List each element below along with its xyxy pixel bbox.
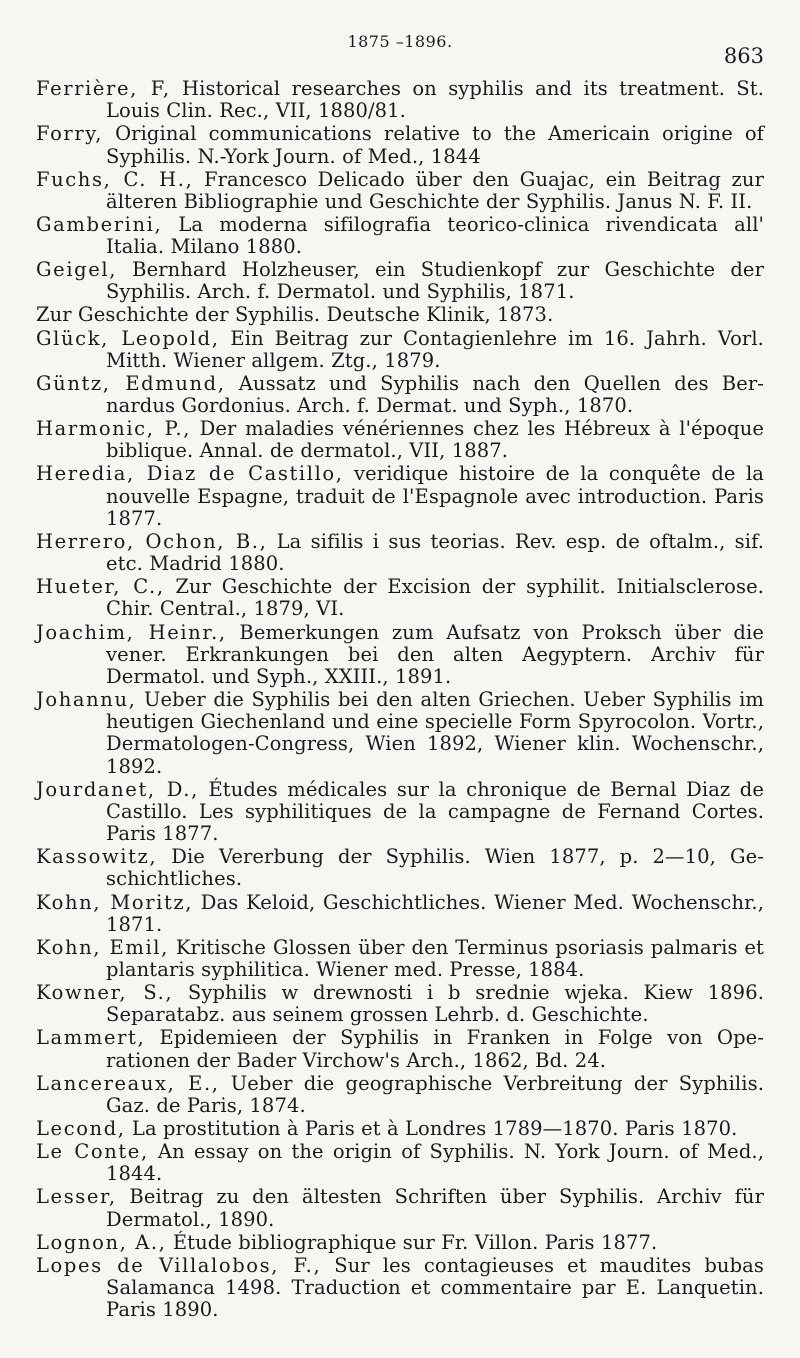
entry-text: Aussatz und Syphilis nach den Quellen des Ber- — [225, 371, 764, 395]
entry-author: Kowner, S., — [36, 981, 174, 1005]
entry-text: 1871. — [106, 912, 163, 936]
entry-text: Ein Beitrag zur Contagienlehre im 16. Jahrh. Vorl. — [219, 326, 764, 350]
entry-text: Étude bibliographique sur Fr. Villon. Paris 1877. — [166, 1230, 658, 1254]
entry-text: Das Keloid, Geschichtliches. Wiener Med. Wochenschr., — [193, 890, 764, 914]
entry-text: Epidemieen der Syphilis in Franken in Folge von Ope- — [145, 1026, 764, 1050]
entry-text: Der maladies vénériennes chez les Hébreux à l'époque — [191, 417, 765, 441]
entry-text: Paris 1877. — [106, 484, 765, 530]
bibliography-entry — [36, 892, 764, 936]
entry-author: Lognon, A., — [36, 1230, 167, 1254]
entry-author: Heredia, Diaz de Castillo, — [36, 462, 344, 486]
entry-author: Jourdanet, D., — [36, 777, 199, 801]
entry-text: Dermatol., 1890. — [106, 1207, 275, 1231]
bibliography-entry — [36, 123, 764, 167]
entry-text: Bernhard Holzheuser, ein Studienkopf zur Geschichte der — [117, 258, 764, 282]
bibliography-entry — [36, 576, 764, 620]
entry-text: schichtliches. — [106, 867, 243, 891]
entry-author: Harmonic, P., — [36, 417, 192, 441]
entry-text: Die Vererbung der Syphilis. Wien 1877, p. 2—10, Ge- — [157, 845, 764, 869]
entry-author: Forry, — [36, 122, 104, 146]
bibliography-entry — [36, 463, 764, 530]
entry-text: Cortes. Paris 1877. — [106, 799, 764, 846]
entry-text: An essay on the origin of Syphilis. N. York Journ. of — [148, 1140, 699, 1164]
entry-author: Kohn, Emil, — [36, 935, 169, 959]
bibliography-entry — [36, 328, 764, 372]
entry-author: Lecond, — [36, 1117, 126, 1141]
entry-text: Beitrag zu den ältesten Schriften über Syphilis. Archiv für — [116, 1185, 764, 1209]
entry-author: Lancereaux, E., — [36, 1071, 220, 1095]
bibliography-entry — [36, 214, 764, 258]
entry-author: Ferrière, F, — [36, 77, 171, 100]
entry-author: Le Conte, — [36, 1140, 149, 1164]
page-number: 863 — [723, 44, 764, 68]
entry-text: nardus Gordonius. Arch. f. Dermat. und Syph., 1870. — [106, 394, 634, 418]
entry-text: Bemerkungen zum Aufsatz von Proksch über die — [226, 620, 764, 644]
bibliography-entry — [36, 373, 764, 417]
bibliography-entry — [36, 937, 764, 981]
entry-text: la nouvelle Espagne, traduit de l'Espagnole avec introduction. — [106, 462, 764, 508]
bibliography-entry — [36, 622, 764, 689]
entry-text: vener. Erkrankungen bei den alten Aegyptern. Archiv für — [106, 642, 764, 666]
entry-author: Lammert, — [36, 1026, 146, 1050]
bibliography-entry — [36, 779, 764, 846]
entry-text: Syphilis. Arch. f. Dermatol. und Syphilis, 1871. — [106, 280, 575, 304]
entry-text: Zur Geschichte der Excision der syphilit. Initialsclerose. — [164, 575, 765, 599]
entry-text: de Castillo. Les syphilitiques de la campagne de Fernand — [106, 777, 764, 823]
entry-author: Glück, Leopold, — [36, 326, 220, 350]
entry-author: Fuchs, C. H., — [36, 167, 194, 191]
entry-text: Ueber die geographische Verbreitung der Syphilis. — [219, 1071, 764, 1095]
bibliography-entry — [36, 304, 764, 326]
entry-text: Vortr., Dermatologen-Congress, Wien 1892, Wiener klin. — [106, 710, 764, 756]
bibliography-entry — [36, 1255, 764, 1322]
entry-author: Herrero, Ochon, B., — [36, 529, 268, 553]
bibliography-entry — [36, 531, 764, 575]
entry-text: Syphilis w drewnosti i b srednie wjeka. Kiew 1896. — [173, 981, 764, 1005]
bibliography-entry — [36, 1186, 764, 1230]
entry-author: Johannu, — [36, 688, 137, 712]
entry-author: Geigel, — [36, 258, 118, 282]
entry-text: Historical researches on syphilis and its treatment. — [170, 77, 726, 100]
entry-author: Kohn, Moritz, — [36, 890, 194, 914]
entry-text: Francesco Delicado über den Guajac, ein Beitrag zur — [193, 167, 764, 191]
page-header — [0, 28, 800, 68]
bibliography-entry — [36, 846, 764, 890]
entry-text: veridique histoire de la conquête de — [343, 462, 736, 486]
entry-text: Paris 1890. — [106, 1298, 219, 1322]
bibliography-entry — [36, 78, 764, 122]
entry-text: Mitth. Wiener allgem. Ztg., 1879. — [106, 348, 441, 372]
entry-text: et plantaris syphilitica. Wiener med. Presse, 1884. — [106, 935, 764, 982]
entry-text: La moderna sifilografia teorico-clinica rivendicata all' — [162, 212, 764, 236]
entry-text: La prostitution à Paris et à Londres 1789—1870. Paris 1870. — [125, 1117, 738, 1141]
entry-author: Kassowitz, — [36, 845, 158, 869]
entry-author: Güntz, Edmund, — [36, 371, 226, 395]
entry-text: Études médicales sur la chronique de Bernal Diaz — [198, 777, 731, 801]
entry-text: Original communications relative to the Americain origine of — [103, 122, 764, 146]
entry-text: Chir. Central., 1879, VI. — [106, 597, 345, 621]
entry-text: rationen der Bader Virchow's Arch., 1862, Bd. 24. — [106, 1048, 607, 1072]
bibliography-entry — [36, 259, 764, 303]
entry-text: älteren Bibliographie und Geschichte der Syphilis. Janus N. F. II. — [106, 189, 753, 213]
bibliography-entry — [36, 1232, 764, 1254]
entry-text: Salamanca 1498. Traduction et commentaire par E. Lanquetin. — [106, 1276, 764, 1300]
entry-text: St. Louis Clin. Rec., VII, 1880/81. — [106, 77, 765, 123]
entry-text: biblique. Annal. de dermatol., VII, 1887. — [106, 439, 509, 463]
bibliography-entry — [36, 1118, 764, 1140]
entry-text: Syphilis. N.-York Journ. of Med., 1844 — [106, 144, 481, 168]
bibliography-entry — [36, 1027, 764, 1071]
entry-text: Separatabz. aus seinem grossen Lehrb. d. Geschichte. — [106, 1003, 649, 1027]
entry-text: Gaz. de Paris, 1874. — [106, 1093, 306, 1117]
entry-text: Sur les contagieuses et maudites bubas — [321, 1253, 764, 1277]
entry-author: Hueter, C., — [36, 575, 165, 599]
bibliography-entry — [36, 169, 764, 213]
bibliography-entry — [36, 689, 764, 778]
bibliography-entry — [36, 1141, 764, 1185]
running-head: 1875 –1896. — [347, 32, 453, 51]
entry-text: Kritische Glossen über den Terminus psoriasis palmaris — [168, 935, 738, 959]
entry-text: Zur Geschichte der Syphilis. Deutsche Klinik, 1873. — [36, 303, 554, 327]
entry-text: Ueber die Syphilis bei den alten Griechen. Ueber Syphilis — [136, 688, 732, 712]
entry-author: Gamberini, — [36, 212, 163, 236]
bibliography-list — [36, 78, 764, 1322]
entry-text: Italia. Milano 1880. — [106, 235, 303, 259]
entry-author: Lopes de Villalobos, F., — [36, 1253, 322, 1277]
entry-text: sif. etc. Madrid 1880. — [106, 529, 764, 576]
entry-text: im heutigen Giechenland und eine specielle Form Spyrocolon. — [106, 688, 765, 734]
bibliography-entry — [36, 982, 764, 1026]
entry-author: Lesser, — [36, 1185, 117, 1209]
entry-text: La sifilis i sus teorias. Rev. esp. de oftalm., — [267, 529, 726, 553]
bibliography-entry — [36, 418, 764, 462]
entry-text: Wochenschr., 1892. — [106, 732, 765, 778]
bibliography-entry — [36, 1073, 764, 1117]
entry-author: Joachim, Heinr., — [36, 620, 227, 644]
entry-text: Med., 1844. — [106, 1140, 764, 1186]
entry-text: Dermatol. und Syph., XXIII., 1891. — [106, 664, 452, 688]
